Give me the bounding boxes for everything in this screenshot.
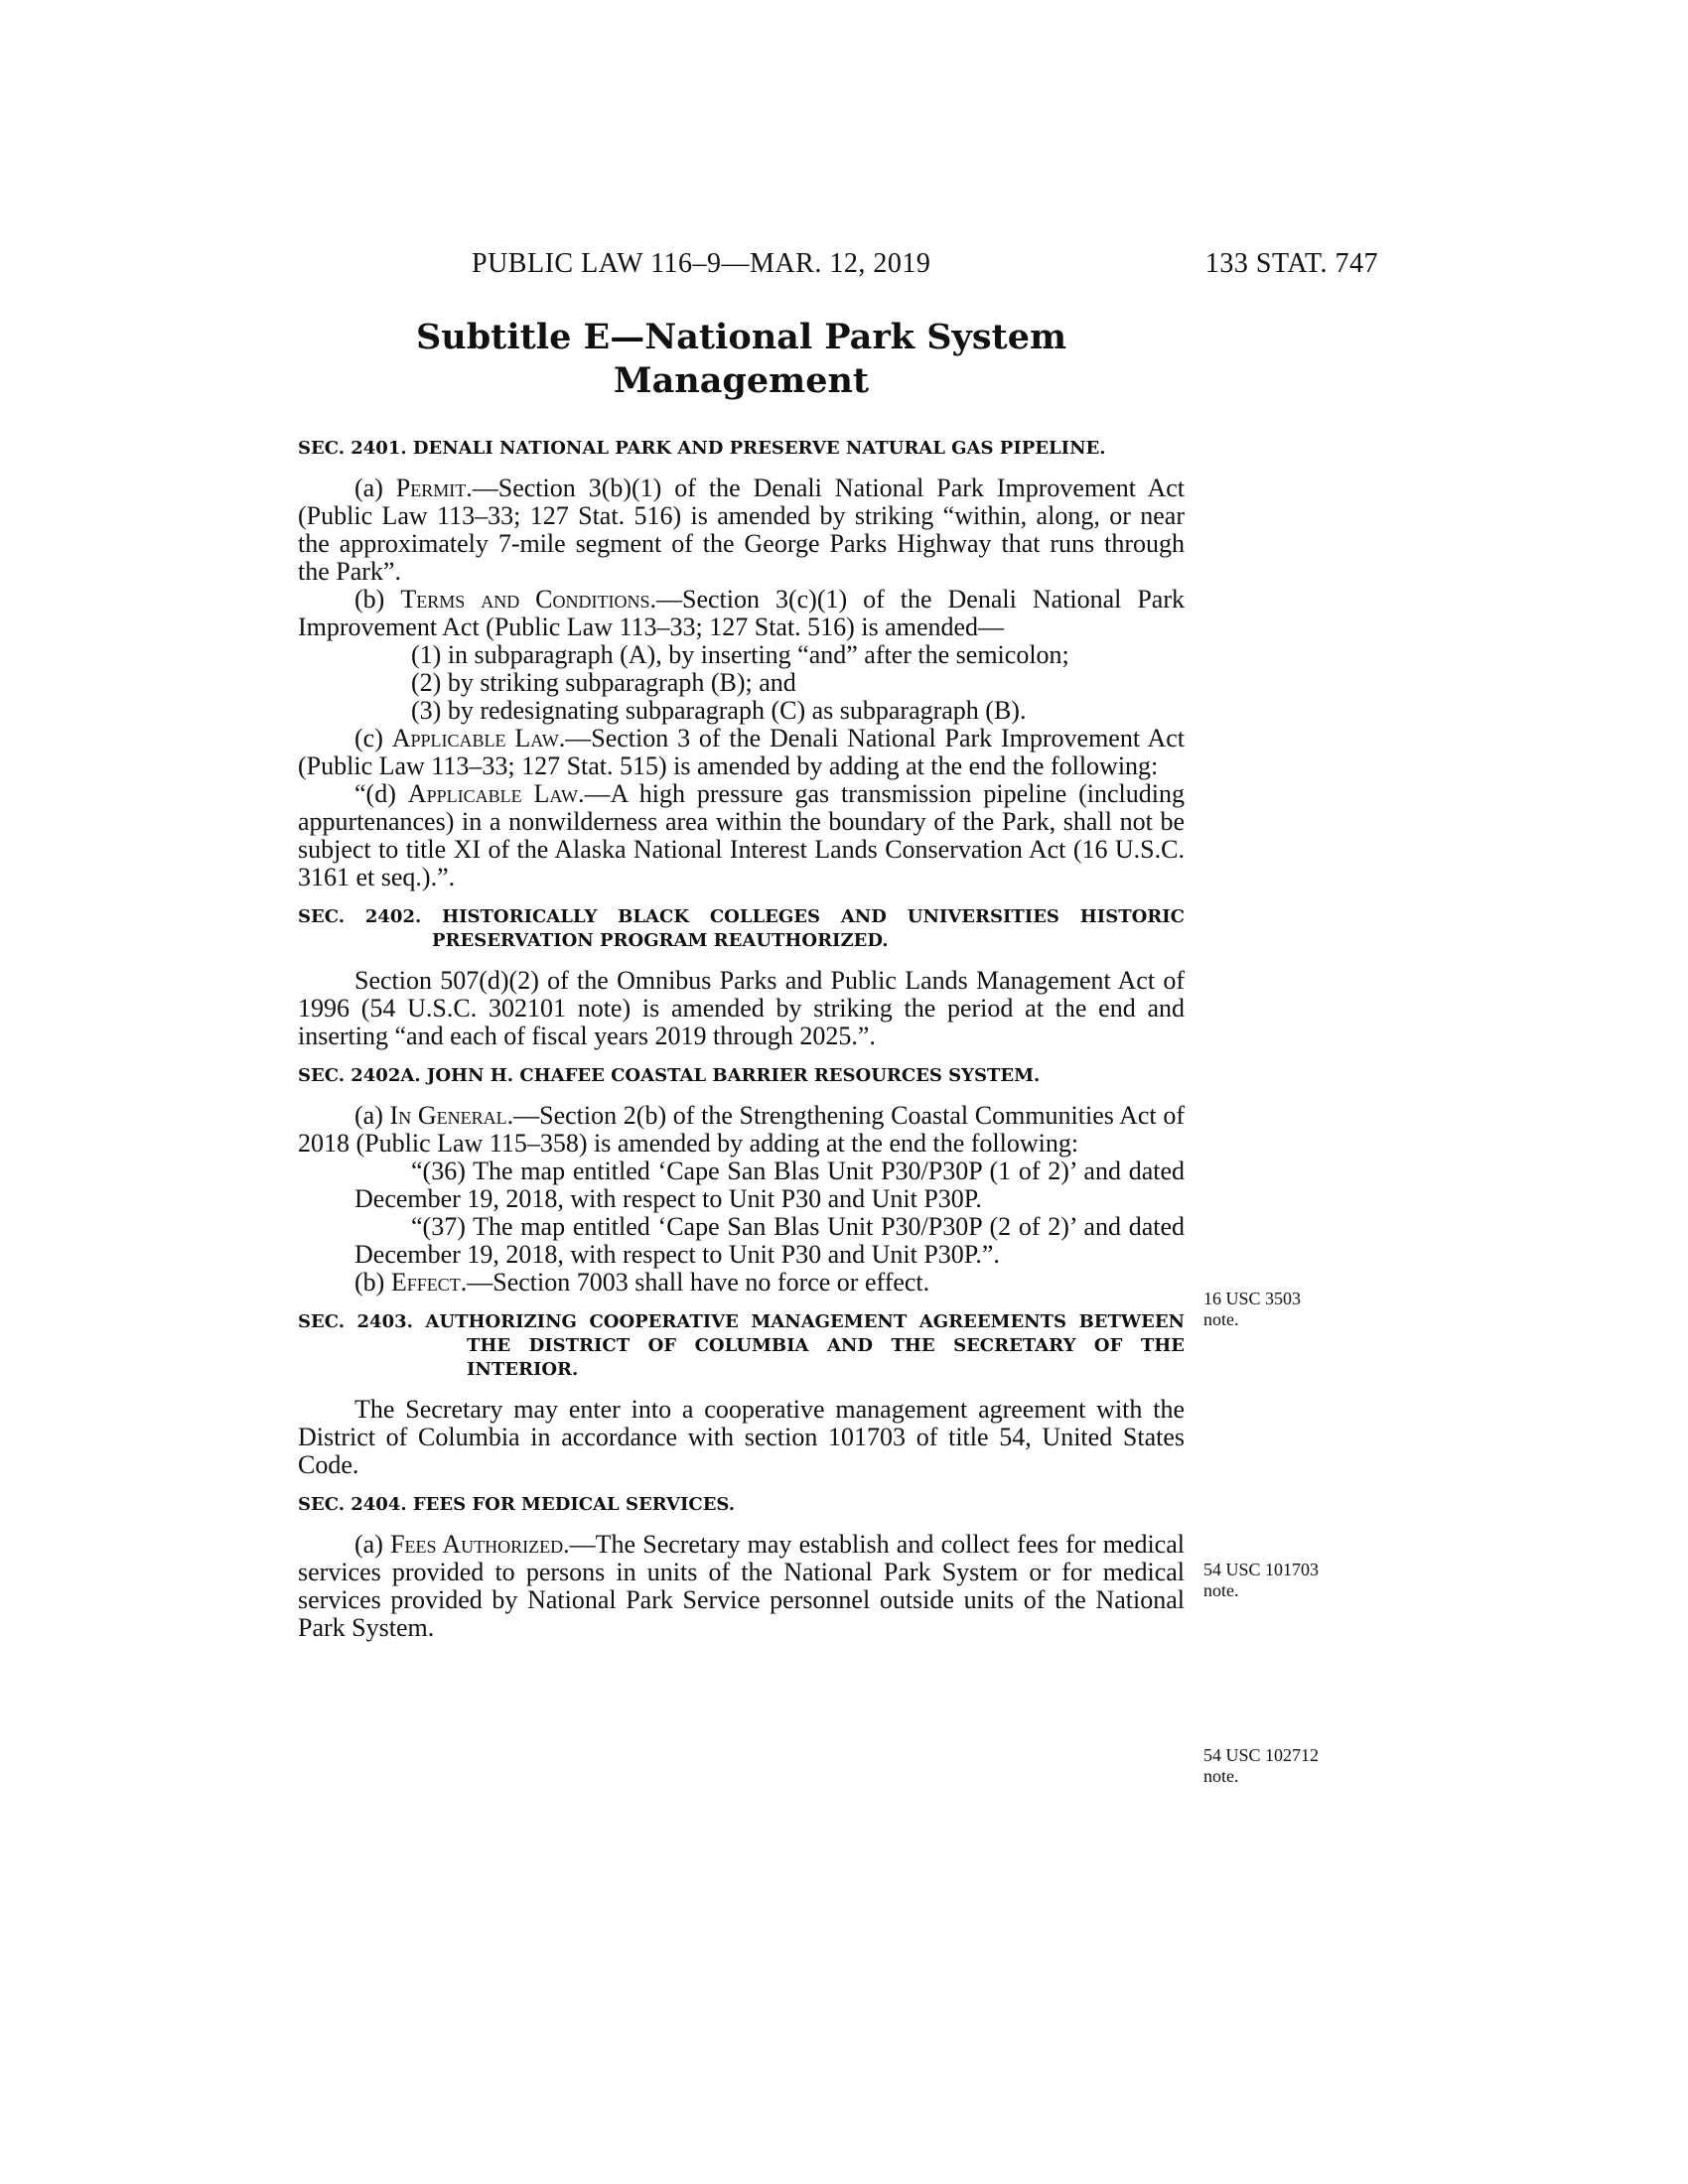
subsection-caption: Applicable Law — [407, 779, 578, 808]
subsection-label: (b) — [354, 1268, 391, 1297]
subsection-label: (a) — [354, 474, 396, 502]
section-2401-paragraph-1: (1) in subparagraph (A), by inserting “and” after the semicolon; — [411, 640, 1069, 669]
margin-note-citation: 54 USC 101703 — [1203, 1560, 1320, 1579]
margin-note-54-usc-101703 — [1203, 1560, 1362, 1601]
subtitle-line-1: Subtitle E—National Park System — [415, 317, 1067, 357]
section-2401-subsection-c — [298, 725, 1185, 780]
subsection-caption: Fees Authorized — [390, 1530, 564, 1559]
running-head — [298, 248, 1378, 288]
subtitle-heading — [298, 316, 1185, 403]
section-2404-subsection-a — [298, 1531, 1185, 1642]
subsection-text: .—A high pressure gas transmission pipeline (including appurtenances) in a nonwilderness area within the boundary of the Park, shall not be subject to title XI of the Alaska National Interest Lands Conservation Act (16 U.S.C. 3161 et seq.).”. — [298, 779, 1185, 891]
subsection-caption: Applicable Law — [391, 724, 559, 752]
subsection-label: “(d) — [354, 779, 408, 808]
body-column — [298, 316, 1185, 1642]
section-2402a-heading: SEC. 2402A. JOHN H. CHAFEE COASTAL BARRIER RESOURCES SYSTEM. — [298, 1065, 1041, 1086]
subsection-text: .—Section 3 of the Denali National Park Improvement Act (Public Law 113–33; 127 Stat. 515) is amended by adding at the end the following: — [298, 724, 1186, 780]
subsection-caption: In General — [389, 1101, 507, 1130]
subsection-text: .—Section 7003 shall have no force or effect. — [460, 1268, 930, 1297]
subtitle-line-2: Management — [613, 360, 870, 401]
running-head-law-citation: PUBLIC LAW 116–9—MAR. 12, 2019 — [472, 248, 931, 279]
section-2401-quoted-subsection-d — [298, 780, 1185, 891]
section-2402a-quoted-paragraph-36: “(36) The map entitled ‘Cape San Blas Unit P30/P30P (1 of 2)’ and dated December 19, 2018, with respect to Unit P30 and Unit P30P. — [354, 1157, 1185, 1213]
subsection-label: (a) — [354, 1101, 390, 1130]
subsection-text: .—Section 2(b) of the Strengthening Coastal Communities Act of 2018 (Public Law 115–358) is amended by adding at the end the following: — [298, 1101, 1185, 1158]
section-2401-heading: SEC. 2401. DENALI NATIONAL PARK AND PRESERVE NATURAL GAS PIPELINE. — [298, 438, 1106, 459]
section-2401-paragraph-2: (2) by striking subparagraph (B); and — [411, 668, 796, 697]
subsection-text: .—Section 3(b)(1) of the Denali National Park Improvement Act (Public Law 113–33; 127 Stat. 516) is amended by striking “within, along, or near the approximately 7-mile segment of the George Parks Highway that runs through the Park”. — [298, 474, 1185, 586]
section-2401-paragraph-3: (3) by redesignating subparagraph (C) as subparagraph (B). — [411, 696, 1027, 725]
subsection-label: (b) — [354, 585, 401, 614]
section-2401-subsection-b — [298, 586, 1185, 641]
section-2403-text: The Secretary may enter into a cooperative management agreement with the District of Columbia in accordance with section 101703 of title 54, United States Code. — [298, 1395, 1185, 1479]
margin-note-suffix: note. — [1203, 1580, 1239, 1600]
subsection-caption: Permit — [395, 474, 467, 502]
section-2401-subsection-a — [298, 475, 1185, 586]
margin-note-16-usc-3503 — [1203, 1289, 1362, 1330]
subsection-text: .—The Secretary may establish and collect fees for medical services provided to persons in units of the National Park System or for medical services provided by National Park Service personnel outside units of the National Park System. — [298, 1530, 1185, 1642]
section-2402a-quoted-paragraph-37: “(37) The map entitled ‘Cape San Blas Unit P30/P30P (2 of 2)’ and dated December 19, 2018, with respect to Unit P30 and Unit P30P.”. — [354, 1212, 1185, 1269]
running-head-stat-page: 133 STAT. 747 — [1204, 248, 1378, 279]
margin-note-suffix: note. — [1203, 1766, 1239, 1786]
margin-note-suffix: note. — [1203, 1309, 1239, 1329]
section-2403-heading: SEC. 2403. AUTHORIZING COOPERATIVE MANAGEMENT AGREEMENTS BETWEEN THE DISTRICT OF COLUMBIA AND THE SECRETARY OF THE INTERIOR. — [298, 1311, 1185, 1380]
subsection-label: (a) — [354, 1530, 391, 1559]
section-2402a-subsection-b — [298, 1269, 1185, 1297]
margin-note-citation: 16 USC 3503 — [1203, 1289, 1302, 1308]
subsection-caption: Effect — [390, 1268, 461, 1297]
subsection-caption: Terms and Conditions — [400, 585, 650, 614]
section-2404-heading: SEC. 2404. FEES FOR MEDICAL SERVICES. — [298, 1494, 736, 1515]
section-2402a-subsection-a — [298, 1102, 1185, 1158]
subsection-text: .—Section 3(c)(1) of the Denali National Park Improvement Act (Public Law 113–33; 127 Stat. 516) is amended— — [298, 585, 1185, 641]
margin-note-citation: 54 USC 102712 — [1203, 1745, 1320, 1765]
section-2402-text: Section 507(d)(2) of the Omnibus Parks and Public Lands Management Act of 1996 (54 U.S.C. 302101 note) is amended by striking the period at the end and inserting “and each of fiscal years 2019 through 2025.”. — [298, 966, 1185, 1050]
section-2402-heading: SEC. 2402. HISTORICALLY BLACK COLLEGES AND UNIVERSITIES HISTORIC PRESERVATION PROGRAM REAUTHORIZED. — [298, 906, 1185, 951]
margin-note-54-usc-102712 — [1203, 1745, 1362, 1787]
subsection-label: (c) — [354, 724, 392, 752]
